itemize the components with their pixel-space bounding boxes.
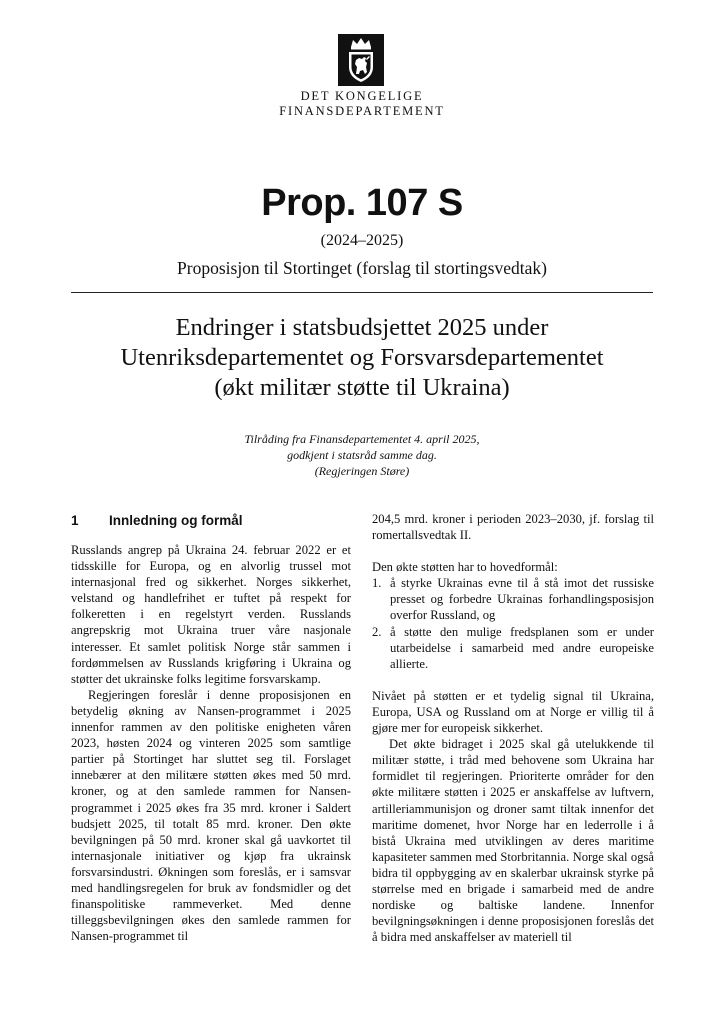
approval-line: Tilråding fra Finansdepartementet 4. april 2025,	[244, 432, 480, 446]
main-title-line: Endringer i statsbudsjettet 2025 under	[175, 314, 549, 341]
list-text: å styrke Ukrainas evne til å stå imot det russiske presset og forbedre Ukrainas forhandlingsposisjon overfor Russland, og	[390, 576, 654, 623]
list-text: å støtte den mulige fredsplanen som er under utarbeidelse i samarbeid med andre europeiske allierte.	[390, 624, 654, 671]
body-paragraph: Nivået på støtten er et tydelig signal til Ukraina, Europa, USA og Russland om at Norge er villig til å gjøre mer for europeisk sikkerhet.	[372, 688, 654, 736]
proposition-number: Prop. 107 S	[261, 182, 463, 224]
list-number: 2.	[372, 624, 382, 639]
body-paragraph: Den økte støtten har to hovedformål:	[372, 560, 558, 575]
section-number: 1	[71, 513, 79, 528]
right-column	[372, 511, 654, 945]
body-paragraph: Det økte bidraget i 2025 skal gå utelukkende til militær støtte, i tråd med behovene som Ukraina har formidlet til regjeringen. Prioriterte områder for den økte militære støtten i 2025 er anskaffelse av luftvern, artilleriammunisjon og droner samt tiltak innenfor det maritime domenet, hvor Norge har en lederrolle i å bistå Ukraina med utviklingen av deres maritime kapasiteter sammen med Storbritannia. Norge skal også bidra til oppbygging av en skalerbar ukrainsk styrke på størrelse med en brigade i samarbeid med de andre nordiske og baltiske landene. Innenfor bevilgningsøkningen i denne proposisjonen foreslås det å bidra med anskaffelser av materiell til	[372, 737, 654, 945]
department-name-line2: FINANSDEPARTEMENT	[279, 104, 445, 118]
approval-line: (Regjeringen Støre)	[314, 464, 410, 478]
list-item	[372, 624, 654, 672]
approval-line: godkjent i statsråd samme dag.	[287, 448, 437, 462]
department-name-line1: DET KONGELIGE	[300, 89, 424, 103]
list-item	[372, 575, 654, 623]
left-column	[71, 542, 351, 944]
proposition-subtitle: Proposisjon til Stortinget (forslag til stortingsvedtak)	[177, 258, 547, 278]
main-title-line: (økt militær støtte til Ukraina)	[214, 374, 510, 401]
section-heading	[71, 513, 243, 528]
body-paragraph: 204,5 mrd. kroner i perioden 2023–2030, jf. forslag til romertallsvedtak II.	[372, 512, 654, 543]
list-number: 1.	[372, 576, 382, 591]
session-years: (2024–2025)	[320, 232, 404, 249]
main-title-line: Utenriksdepartementet og Forsvarsdepartementet	[120, 344, 604, 371]
norwegian-coat-of-arms-icon	[338, 34, 384, 86]
body-paragraph: Russlands angrep på Ukraina 24. februar 2022 er et tidsskille for Europa, og en alvorlig trussel mot internasjonal fred og sikkerhet. Norges sikkerhet, velstand og handlefrihet er tuftet på respekt for folkeretten i en regelstyrt verden. Russlands angrepskrig mot Ukraina truer våre nasjonale interesser. Et samlet politisk Norge står sammen i fordømmelsen av Russlands krigføring i Ukraina og støtter det ukrainske folks legitime forsvarskamp.	[71, 543, 351, 686]
body-paragraph: Regjeringen foreslår i denne proposisjonen en betydelig økning av Nansen-programmet i 2025 innenfor rammen av den politiske enigheten våren 2023, høsten 2024 og vinteren 2025 som samtlige partier på Stortinget har sluttet seg til. Forslaget innebærer at den militære støtten økes med 50 mrd. kroner, og at den samlede rammen for Nansen-programmet i 2025 økes fra 35 mrd. kroner i Saldert budsjett 2025, til totalt 85 mrd. kroner. Den økte bevilgningen på 50 mrd. kroner skal gå uavkortet til internasjonale initiativer og kjøp fra ukrainsk forsvarsindustri. Økningen som foreslås, er i samsvar med handlingsregelen for bruk av fondsmidler og det finanspolitiske rammeverket. Med denne tilleggsbevilgningen økes den samlede rammen for Nansen-programmet til	[71, 687, 351, 944]
section-title: Innledning og formål	[109, 513, 243, 528]
title-divider	[71, 292, 653, 293]
